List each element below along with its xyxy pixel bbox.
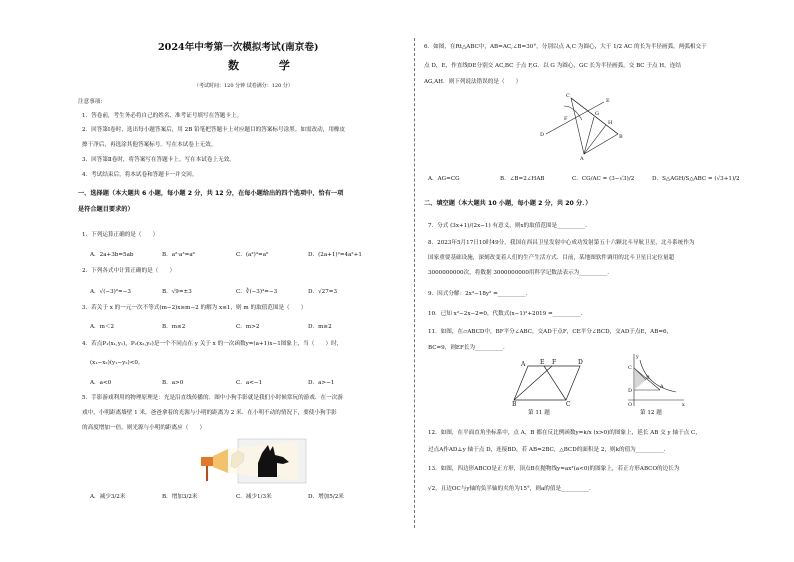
note-line: 3．回答第Ⅱ卷时，将答案写在答题卡上。写在本试卷上无效。 — [82, 157, 235, 163]
option-c[interactable]: C．减少1/3米 — [236, 494, 272, 500]
option-d[interactable]: D．增加5/2米 — [308, 494, 344, 500]
vertex-label: E — [540, 359, 545, 366]
q1-stem: 1．下列运算正确的是（ ） — [82, 232, 159, 238]
option-b[interactable]: B．m≤2 — [162, 324, 186, 330]
option-d[interactable]: D．(2a+1)²=4a²+1 — [308, 252, 362, 258]
option-d[interactable]: D．√27=3 — [308, 289, 338, 295]
note-line: 擦干净后，再选涂其他答案标号。写在本试卷上无效。 — [82, 142, 217, 148]
option-a[interactable]: A．a<0 — [90, 380, 112, 386]
q4-stem: 4．若点P₁(x₁,y₁)，P₂(x₂,y₂)是一个不同点在 y 关于 x 的一次函数y=(a+1)x−1图象上，当（ ）时， — [82, 341, 343, 347]
point-label: C — [566, 93, 570, 99]
option-a[interactable]: A．2a+3b=5ab — [90, 252, 134, 258]
q1-options — [90, 250, 362, 258]
q2-options — [90, 287, 337, 295]
note-line: 1．答卷前，考生务必将自己的姓名、准考证号填写在答题卡上。 — [82, 113, 243, 119]
q6-line: AG,AH．则下列说法错误的是（ ） — [424, 79, 522, 85]
note-line: 4．考试结束后，将本试卷和答题卡一并交回。 — [82, 172, 198, 178]
point-label: F — [564, 116, 568, 122]
q2-stem: 2．下列各式中计算正确的是（ ） — [82, 268, 176, 274]
option-a[interactable]: A．AG=CG — [428, 176, 460, 182]
vertex-label: B — [512, 401, 517, 406]
option-b[interactable]: B．√9=±3 — [162, 289, 192, 295]
q3-options — [90, 322, 332, 330]
q13-line: 13．如图，四边形ABCO是正方形，顶点B在抛物线y=ax²(a<0)的图象上，若正方形ABCO的边长为 — [428, 466, 680, 472]
option-c[interactable]: C．a<−1 — [236, 380, 263, 386]
q6-options — [428, 174, 740, 182]
option-d[interactable]: D．S△AGH/S△ABC = (√3+1)/2 — [652, 176, 740, 182]
q11-line: BC=9，则EF长为__________. — [428, 345, 505, 351]
point-label: O — [628, 402, 633, 408]
q8-line: 国家重要基础设施，深刻改变着人们的生产生活方式．目前，某地图软件调用的北斗卫星日定位量超 — [428, 255, 675, 261]
q3-stem: 3．若关于 x 的一元一次不等式(m−2)x≥m−2 的解为 x≤1，则 m 的取值范围是（ ） — [82, 305, 307, 311]
right-column — [424, 0, 754, 562]
q4-condition: (x₁−x₂)(y₁−y₂)<0。 — [90, 360, 144, 366]
option-b[interactable]: B．增加3/2米 — [162, 494, 198, 500]
q11-parallelogram-figure — [512, 354, 584, 406]
option-a[interactable]: A．减少3/2米 — [90, 494, 126, 500]
option-b[interactable]: B．a>0 — [162, 380, 184, 386]
vertex-label: D — [578, 359, 583, 366]
option-c[interactable]: C．(a²)³=a⁶ — [236, 252, 269, 258]
option-d[interactable]: D．a>−1 — [308, 380, 335, 386]
left-column — [78, 0, 410, 562]
q5-line: 5．手影游戏利用的物理原理是：光是沿直线传播的．图中小狗手影就是我们小时候常玩的游戏．在一次游 — [82, 395, 343, 401]
q7-text: 7．分式 (3x+1)/(2x−1) 有意义，则x的取值范围是__________. — [428, 223, 587, 229]
q4-options — [90, 378, 334, 386]
option-a[interactable]: A．√(−3)²=−3 — [90, 289, 131, 295]
option-c[interactable]: C．∛(−3)³=−3 — [236, 289, 278, 295]
fig12-caption: 第 12 题 — [640, 410, 662, 416]
point-label: B — [646, 375, 650, 381]
vertex-label: C — [566, 401, 571, 406]
q12-line: 12．如图，在平面直角坐标系中，点 A，B 都在反比例函数y=k/x (x>0)的图象上，延长 AB 交 y 轴于点 C， — [428, 430, 701, 436]
column-divider — [414, 38, 415, 528]
point-label: A — [580, 156, 584, 160]
point-label: G — [595, 111, 599, 117]
option-a[interactable]: A．m＜2 — [90, 324, 115, 330]
q11-line: 11．如图，在▱ABCD中，BF平分∠ABC，交AD于点F，CE平分∠BCD，交AD于点E，AB=6， — [428, 329, 673, 335]
q5-line: 的高度增加一倍，则光源与小明的距离应（ ） — [82, 425, 206, 431]
q8-line: 3000000000次，将数据 3000000000用科学记数法表示为__________. — [428, 270, 610, 276]
point-label: B — [619, 134, 623, 140]
section2-heading: 二、填空题（本大题共 10 小题，每小题 2 分，共 20 分．） — [424, 200, 592, 207]
q12-line: 过点A作AD⊥y 轴于点 D，连接BD，若 AB=2BC，△BCD的面积是 2，则k的值为__________. — [428, 447, 666, 453]
q6-geometry-figure — [534, 90, 624, 160]
option-c[interactable]: C．m>2 — [236, 324, 260, 330]
axis-label: y — [636, 354, 639, 360]
section1-heading-cont: 是符合题目要求的） — [78, 206, 134, 213]
point-label: A — [660, 384, 664, 390]
option-c[interactable]: C．CG/AC = (3−√3)/2 — [572, 176, 635, 182]
q10-text: 10．已知 x²−2x−2=0，代数式(x−1)²+2019 =__________. — [428, 311, 583, 317]
q12-coordinate-figure — [624, 352, 688, 410]
point-label: D — [540, 132, 545, 138]
vertex-label: A — [521, 361, 526, 368]
q9-text: 9．因式分解：2x³−18y² =__________. — [428, 291, 528, 297]
q13-line: √2，且边OC与y轴的负半轴的夹角为15°，则a的值是__________. — [428, 486, 591, 492]
point-label: C — [628, 365, 632, 371]
q5-options — [90, 492, 344, 500]
option-b[interactable]: B．a²·a³=a⁶ — [162, 252, 195, 258]
note-line: 2．回答第Ⅰ卷时，选出每小题答案后，用 2B 铅笔把答题卡上对应题目的答案标号涂黑。如需改动，用橡皮 — [82, 127, 346, 133]
fig11-caption: 第 11 题 — [528, 410, 550, 416]
exam-title: 2024年中考第一次模拟考试(南京卷) — [158, 42, 319, 53]
shadow-puppet-figure — [198, 437, 308, 485]
point-label: H — [608, 120, 613, 126]
section1-heading: 一、选择题（本大题共 6 小题，每小题 2 分，共 12 分，在每小题给出的四个选项中，恰有一项 — [78, 190, 344, 197]
exam-info: （考试时间：120 分钟 试卷满分：120 分） — [194, 83, 293, 89]
option-b[interactable]: B．∠B=2∠HAB — [500, 176, 545, 182]
q8-line: 8．2023年5月17日10时49分，我国在西昌卫星发射中心成功发射第五十六颗北斗导航卫星，北斗系统作为 — [428, 240, 695, 246]
axis-label: x — [682, 402, 685, 408]
subject-title: 数 学 — [228, 59, 308, 72]
point-label: E — [606, 98, 610, 104]
notes-heading: 注意事项: — [78, 99, 103, 105]
vertex-label: F — [552, 359, 557, 366]
q6-line: 点 D，E，作直线DE分别交 AC,BC 于点 F,G．以 G 为圆心，GC 长为半径画弧，交 BC 于点 H，连结 — [424, 63, 681, 69]
q5-line: 戏中，小明距离墙壁 1 米，爸爸拿着的光源与小明的距离为 2 米．在小明不动的情况下，要使小狗手影 — [82, 410, 337, 416]
q6-line: 6．如图，在Rt△ABC中，AB=AC,∠B=30°，分别以点 A,C 为圆心，大于 1/2 AC 的长为半径画弧，两弧相交于 — [424, 44, 707, 50]
point-label: D — [628, 388, 633, 394]
option-d[interactable]: D．m≥2 — [308, 324, 332, 330]
